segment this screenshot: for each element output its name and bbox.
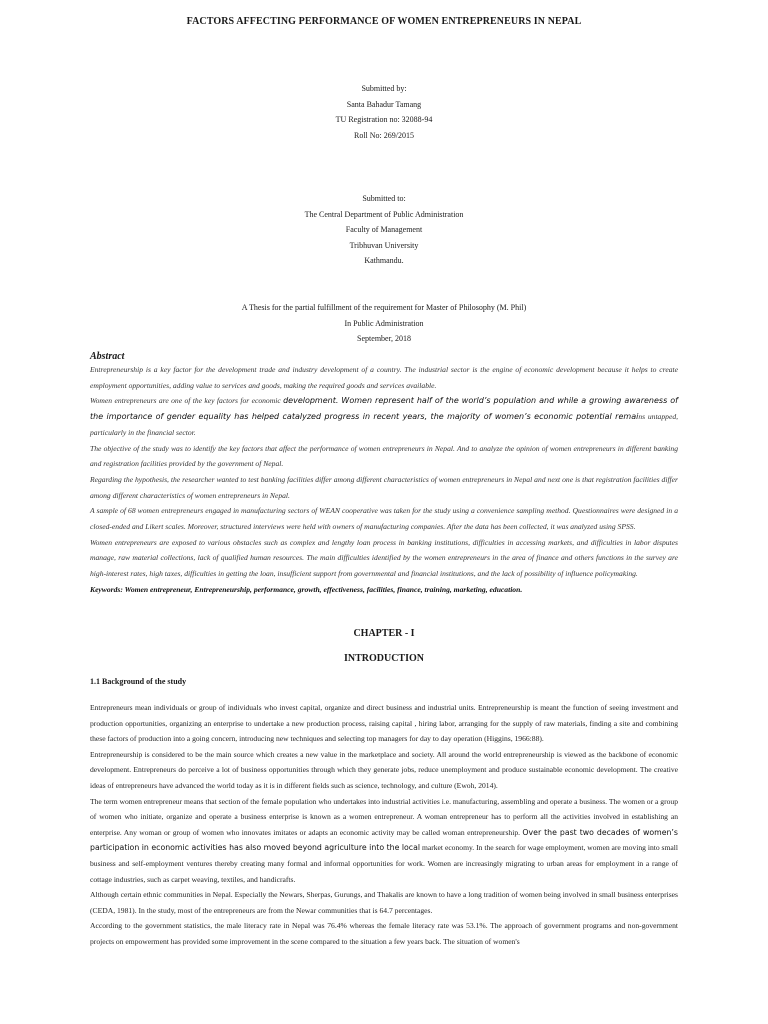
section-heading: 1.1 Background of the study [90,677,187,686]
abstract-paragraph [90,393,678,440]
introduction-heading: INTRODUCTION [343,653,424,664]
university: Tribhuvan University [349,240,419,250]
submitted-to-block [0,191,768,269]
abstract-text: ns untapped, particularly in the financial sector. [90,412,679,437]
body-paragraph: Entrepreneurs mean individuals or group of individuals who invest capital, organize and direct business and industrial units. Entrepreneurship is meant the function of seeing investment and production opportunities, organizing an enterprise to undertake a new production process, raising capital , hiring labor, arranging for the supply of raw materials, finding a site and combining these factors of production into a going concern, introducing new techniques and selecting top managers for day to day operation (Higgins, 1966:88). [90,703,678,744]
tu-registration: TU Registration no: 32088-94 [335,115,433,124]
city: Kathmandu. [364,256,404,265]
abstract-text: Women entrepreneurs are one of the key factors for economic [90,396,284,406]
abstract-paragraph: Regarding the hypothesis, the researcher wanted to test banking facilities differ among different characteristics of women entrepreneurs in Nepal and next one is that registration facilities differ among different characteristics of women entrepreneurs in Nepal. [90,474,678,500]
page-title: FACTORS AFFECTING PERFORMANCE OF WOMEN ENTREPRENEURS IN NEPAL [186,16,582,27]
abstract-paragraph: A sample of 68 women entrepreneurs engaged in manufacturing sectors of WEAN cooperative was taken for the study using a convenience sampling method. Questionnaires were designed in a closed-ended and Likert scales. Moreover, structured interviews were held with owners of manufacturing companies. After the data has been collected, it was analyzed using SPSS. [90,506,678,532]
keywords: Keywords: Women entrepreneur, Entrepreneurship, performance, growth, effectiveness, facilities, finance, training, marketing, education. [90,584,523,594]
body-text-span: market economy. In the search for wage employment, women are moving into small business and self-employment ventures thereby creating many formal and informal opportunities for work. Women are increasingly migrating to urban areas for employment in a range of cottage industries, such as carpet weaving, textiles, and handicrafts. [90,843,679,884]
abstract-heading: Abstract [90,351,125,362]
submitted-by-label: Submitted by: [361,84,407,93]
body-text [90,700,678,950]
chapter-heading: CHAPTER - I [353,628,415,639]
abstract-highlighted-text: development. Women represent half of the world’s population and while a growing awareness of the importance of gender equality has helped catalyzed progress in recent years, the majority of women’s economic potential remai [90,396,678,422]
thesis-statement [0,300,768,347]
thesis-line-2: In Public Administration [344,318,424,328]
submitted-by-block [0,81,768,143]
abstract-paragraph: The objective of the study was to identify the key factors that affect the performance of women entrepreneurs in Nepal. And to analyze the opinion of women entrepreneurs in different banking and registration facilities provided by the government of Nepal. [90,443,678,469]
department: The Central Department of Public Administration [304,209,464,219]
author-name: Santa Bahadur Tamang [346,99,422,109]
abstract-paragraph: Entrepreneurship is a key factor for the development trade and industry development of a country. The industrial sector is the engine of economic development because it helps to create employment opportunities, adding value to services and goods, making the required goods and services available. [90,365,678,390]
body-paragraph: According to the government statistics, the male literacy rate in Nepal was 76.4% whereas the female literacy rate was 53.1%. The approach of government programs and non-government projects on empowerment has provided some improvement in the scene compared to the situation a few years back. The situation of women's [90,921,678,946]
body-paragraph: Entrepreneurship is considered to be the main source which creates a new value in the marketplace and society. All around the world entrepreneurship is viewed as the backbone of economic development. Entrepreneurs do perceive a lot of business opportunities through which they generate jobs, reduce unemployment and produce sustainable economic development. The creative ideas of entrepreneurs have advanced the world today as it is in different fields such as science, technology, and culture (Ewoh, 2014). [90,749,678,790]
body-text-span: The term women entrepreneur means that section of the female population who undertakes into industrial activities i.e. manufacturing, assembling and operate a business. The women or a group of women who initiate, organize and operate a business enterprise is known as a women entrepreneur. A woman entrepreneur has to perform all the activities involved in establishing an enterprise. Any woman or group of women who innovates imitates or adapts an economic activity may be called woman entrepreneurship. [90,796,678,837]
abstract-paragraph: Women entrepreneurs are exposed to various obstacles such as complex and lengthy loan process in banking institutions, difficulties in accessing markets, and difficulties in labor disputes manage, raw material collections, lack of qualified human resources. The main difficulties identified by the women entrepreneurs in the area of finance and others functions in the survey are high-interest rates, high taxes, difficulties in getting the loan, insufficient support from governmental and financial institutions, and the lack of possibility of influence policymaking. [90,537,678,579]
body-paragraph [90,794,678,888]
thesis-date: September, 2018 [357,334,411,343]
roll-number: Roll No: 269/2015 [353,130,414,140]
faculty: Faculty of Management [345,225,423,234]
body-highlighted-text: Over the past two decades of women’s participation in economic activities has also moved beyond agriculture into the local [90,827,678,853]
thesis-line-1: A Thesis for the partial fulfillment of the requirement for Master of Philosophy (M. Phil) [241,303,527,312]
body-paragraph: Although certain ethnic communities in Nepal. Especially the Newars, Sherpas, Gurungs, and Thakalis are known to have a long tradition of women being involved in small business enterprises (CEDA, 1981). In the study, most of the entrepreneurs are from the Newar communities that is 64.7 percentages. [90,890,678,915]
abstract-body [90,362,678,598]
submitted-to-label: Submitted to: [362,194,406,203]
